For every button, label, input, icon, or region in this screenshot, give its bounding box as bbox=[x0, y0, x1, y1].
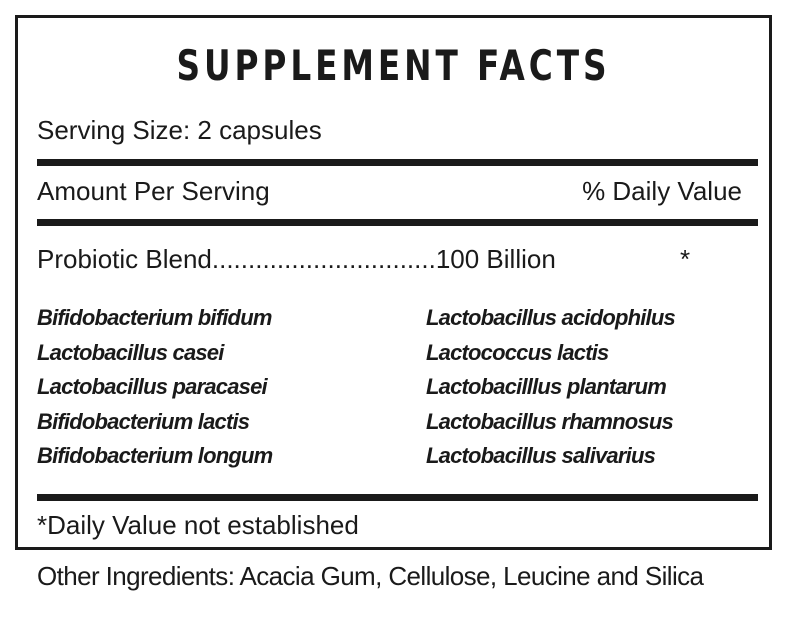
blend-amount: 100 Billion bbox=[435, 244, 556, 274]
strain-item: Lactobacillus salivarius bbox=[426, 443, 656, 468]
other-ingredients: Other Ingredients: Acacia Gum, Cellulose, Leucine and Silica bbox=[37, 561, 704, 591]
strain-item: Bifidobacterium lactis bbox=[37, 408, 250, 434]
serving-size: Serving Size: 2 capsules bbox=[37, 115, 322, 145]
blend-daily-value: * bbox=[680, 244, 691, 274]
daily-value-header: % Daily Value bbox=[582, 176, 742, 206]
blend-leader-dots: ............................... bbox=[211, 244, 436, 274]
divider-rule bbox=[37, 159, 758, 166]
divider-rule bbox=[37, 219, 758, 226]
strain-list-left bbox=[37, 301, 272, 474]
panel-title: SUPPLEMENT FACTS bbox=[176, 41, 611, 90]
blend-name: Probiotic Blend bbox=[37, 244, 212, 274]
strain-item: Lactobacilllus plantarum bbox=[426, 374, 666, 399]
strain-item: Bifidobacterium longum bbox=[37, 443, 273, 468]
strain-item: Bifidobacterium bifidum bbox=[37, 305, 272, 330]
strain-item: Lactobacillus acidophilus bbox=[426, 305, 675, 330]
amount-per-serving-header: Amount Per Serving bbox=[37, 176, 270, 206]
strain-item: Lactococcus lactis bbox=[426, 339, 609, 365]
strain-item: Lactobacillus casei bbox=[37, 339, 224, 365]
strain-item: Lactobacillus rhamnosus bbox=[426, 408, 673, 434]
strain-list-right bbox=[426, 301, 675, 474]
supplement-facts-panel bbox=[15, 15, 772, 550]
blend-row bbox=[37, 243, 556, 275]
daily-value-footnote: *Daily Value not established bbox=[37, 510, 359, 540]
divider-rule bbox=[37, 494, 758, 501]
strain-item: Lactobacillus paracasei bbox=[37, 374, 267, 399]
